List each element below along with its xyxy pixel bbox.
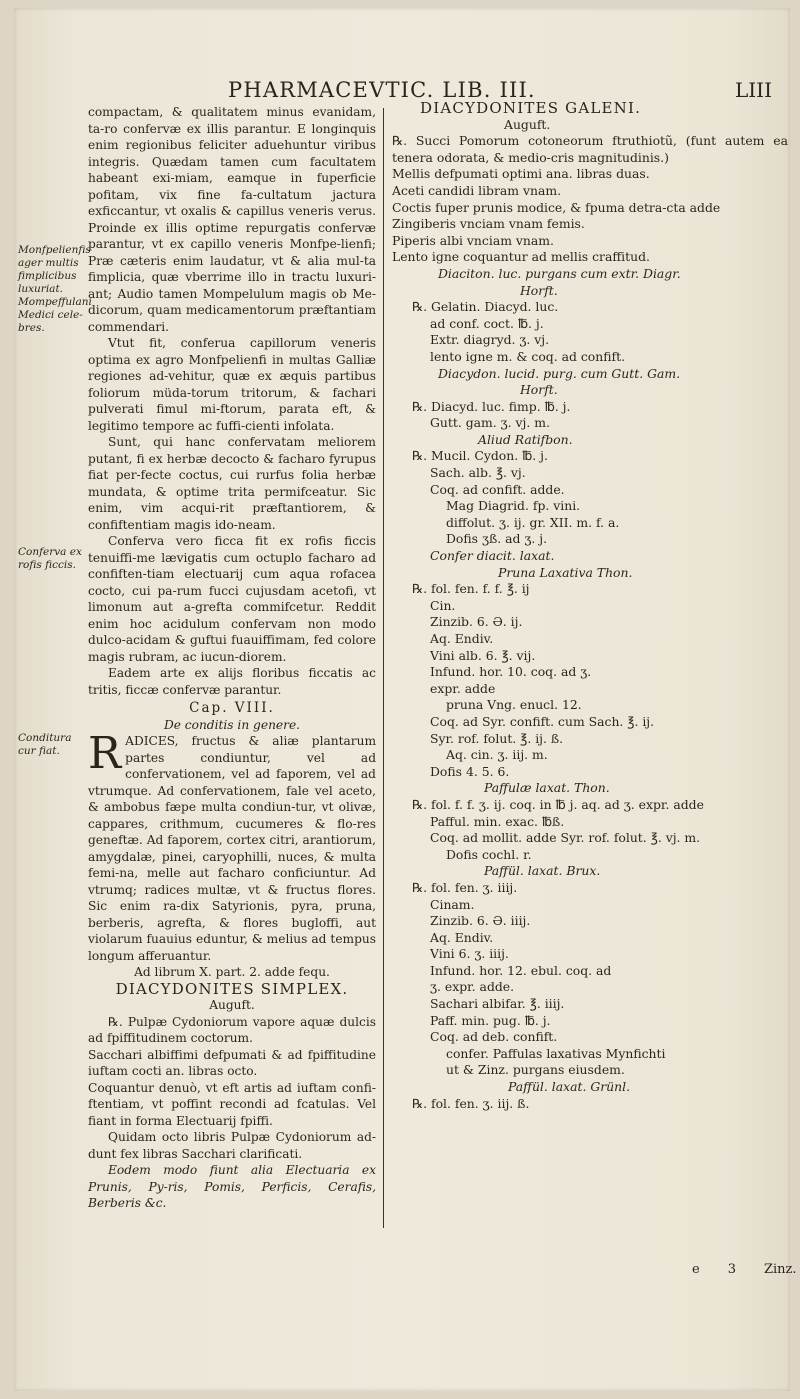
paragraph: ADICES, fructus & aliæ plantarum partes condiuntur, vel ad confervationem, vel ad faporem, vel ad vtrumque. Ad confervationem, fale vel aceto, & ambobus fæpe multa condiun-tur, vt olivæ, cappares, crithmum, cucumeres & flo-res geneftæ. Ad faporem, cortex citri, arantiorum, amygdalæ, pinei, caryophilli, nuces, & multa femi-na, melle aut facharo conficiuntur. Ad vtrumq; radices multæ, vt & fructus flores. Sic enim ra-dix Satyrionis, pyra, pruna, berberis, agrefta, & flores bugloffi, aut violarum fuauius eduntur, & melius ad tempus longum afferuantur. (88, 734, 376, 963)
recipe-line: Coquantur denuò, vt eft artis ad iuftam confi-ftentiam, vt poffint recondi ad fcatulas. Vel fiant in forma Electuarij fpiffi. (88, 1080, 376, 1128)
paragraph: Ad librum X. part. 2. adde fequ. (134, 965, 330, 979)
recipe-line: Dofis ʒß. ad ʒ. j. (446, 531, 548, 547)
margin-note-conditura (18, 732, 86, 758)
recipe-line: confer. Paffulas laxativas Mynfichti (446, 1045, 666, 1061)
margin-note-line: Mompeffulani (18, 296, 92, 308)
paragraph: Vtut fit, conferua capillorum veneris optima ex agro Monfpelienfi in multas Galliæ regiones ad-vehitur, quæ ex æquis partibus foliorum müda-torum tritorum, & fachari pulverati fimul mi-ftorum, parata eft, & legitimo tempore ac fuffi-cienti infolata. (88, 336, 376, 433)
recipe-line: Coq. ad mollit. adde Syr. rof. folut. ℥. vj. m. (430, 830, 701, 846)
column-rule (383, 108, 384, 1228)
recipe-line: Cinam. (430, 896, 475, 912)
left-column (88, 104, 376, 1212)
recipe-author: Horft. (520, 282, 558, 298)
margin-note-line: cur fiat. (18, 745, 60, 757)
margin-note-line: Conferva ex (18, 546, 82, 558)
margin-note-line: bres. (18, 322, 45, 334)
margin-note-line: luxuriat. (18, 283, 63, 295)
margin-note-line: Medici cele- (18, 309, 83, 321)
recipe-heading: Diacydon. lucid. purg. cum Gutt. Gam. (438, 365, 681, 381)
recipe-line: Aq. Endiv. (430, 929, 494, 945)
recipe-line: Aq. cin. ʒ. iij. m. (446, 747, 548, 763)
margin-note-line: fimplicibus (18, 270, 77, 282)
recipe-line: ℞. fol. fen. ʒ. iiij. (412, 879, 518, 895)
recipe-line: ut & Zinz. purgans eiusdem. (446, 1062, 625, 1078)
recipe-line: Zingiberis vnciam vnam femis. (392, 216, 585, 232)
recipe-author: Auguft. (504, 116, 551, 132)
recipe-line: Mellis defpumati optimi ana. libras duas. (392, 166, 650, 182)
recipe-line: ℞. Gelatin. Diacyd. luc. (412, 299, 559, 315)
recipe-line: Aq. Endiv. (430, 631, 494, 646)
recipe-line: expr. adde (430, 680, 496, 696)
margin-note-conserva (18, 546, 86, 572)
page-number: LIII (735, 78, 772, 102)
recipe-line: Zinzib. 6. Ə. iiij. (430, 913, 531, 929)
recipe-line: Eodem modo fiunt alia Electuaria ex Prunis, Py-ris, Pomis, Perficis, Cerafis, Berberis &c. (88, 1163, 376, 1210)
catchword-line (692, 1262, 800, 1277)
recipe-heading: Paffül. laxat. Grünl. (508, 1079, 631, 1095)
recipe-line: Infund. hor. 10. coq. ad ʒ. (430, 664, 592, 680)
chapter-subtitle: De conditis in genere. (163, 717, 301, 732)
margin-note-line: ager multis (18, 257, 79, 269)
recipe-line: Syr. rof. folut. ℥. ij. ß. (430, 730, 564, 746)
recipe-line: ℞. Diacyd. luc. fimp. ℔. j. (412, 398, 571, 414)
recipe-line: Infund. hor. 12. ebul. coq. ad (430, 962, 612, 978)
recipe-heading: Paffül. laxat. Brux. (484, 863, 601, 879)
recipe-line: ℞. fol. fen. f. f. ℥. ij (412, 581, 530, 597)
recipe-heading: DIACYDONITES SIMPLEX. (115, 979, 349, 998)
recipe-line: Vini alb. 6. ℥. vij. (430, 647, 536, 663)
recipe-line: ℞. Mucil. Cydon. ℔. j. (412, 448, 548, 464)
recipe-line: Paff. min. pug. ℔. j. (430, 1012, 551, 1028)
margin-note-line: Conditura (18, 732, 72, 744)
recipe-line: Confer diacit. laxat. (430, 548, 555, 564)
chapter-heading: Cap. VIII. (189, 700, 275, 716)
recipe-line: pruna Vng. enucl. 12. (446, 697, 582, 713)
paragraph: Sunt, qui hanc confervatam meliorem putant, fi ex herbæ decocto & facharo fyrupus fiat per-fecte coctus, cui rurfus folia herbæ mundata, & optime trita permifceatur. Sic enim, vim acqui-rit præftantiorem, & confiftentiam magis ido-neam. (88, 435, 376, 532)
recipe-line: ℞. Pulpæ Cydoniorum vapore aquæ dulcis ad fpiffitudinem coctorum. (88, 1014, 376, 1045)
recipe-line: Vini 6. ʒ. iiij. (430, 946, 509, 962)
recipe-line: ʒ. expr. adde. (430, 979, 515, 995)
catchword: Zinz. (763, 1262, 797, 1277)
recipe-line: Lento igne coquantur ad mellis craffitud. (392, 249, 650, 265)
recipe-line: Coq. ad Syr. confift. cum Sach. ℥. ij. (430, 713, 655, 729)
paragraph: compactam, & qualitatem minus evanidam, ta-ro confervæ ex illis parantur. E longinquis enim regionibus feliciter aduehuntur viribus integris. Quædam tamen cum facultatem habeant exi-miam, eamque in fuperficie pofitam, vix fine fa-cultatum jactura exficcantur, vt oxalis & capillus veneris verus. Proinde ex illis optime repurgatis confervæ parantur, vt ex capillo veneris Monfpe-lienfi; Præ cæteris enim laudatur, vt & alia mul-ta fimplicia, quæ vberrime illo in tractu luxuri-ant; Audio tamen Mompelulum magis ob Me-dicorum, quam medicamentorum præftantiam commendari. (88, 105, 376, 334)
recipe-author: Horft. (520, 382, 558, 398)
recipe-line: Cin. (430, 597, 456, 613)
recipe-heading: Paffulæ laxat. Thon. (484, 780, 610, 796)
signature-mark: e (692, 1262, 700, 1277)
recipe-line: Dofis cochl. r. (446, 846, 532, 862)
recipe-line: Gutt. gam. ʒ. vj. m. (430, 415, 550, 431)
recipe-line: Zinzib. 6. Ə. ij. (430, 614, 523, 630)
paragraph: Eadem arte ex alijs floribus ficcatis ac tritis, ficcæ confervæ parantur. (88, 666, 376, 697)
recipe-line: lento igne m. & coq. ad confift. (430, 348, 626, 364)
recipe-line: Coq. ad deb. confift. (430, 1029, 558, 1045)
recipe-line: ℞. fol. fen. ʒ. iij. ß. (412, 1095, 530, 1111)
recipe-line: Coctis fuper prunis modice, & fpuma detra-cta adde (392, 199, 721, 215)
drop-cap: R (88, 728, 122, 779)
recipe-line: Extr. diagryd. ʒ. vj. (430, 332, 550, 348)
recipe-line: diffolut. ʒ. ij. gr. XII. m. f. a. (446, 514, 620, 530)
margin-note-monspeliensis (18, 244, 92, 335)
recipe-author: Auguft. (209, 998, 255, 1012)
recipe-line: Aceti candidi libram vnam. (392, 182, 562, 198)
recipe-line: Sach. alb. ℥. vj. (430, 465, 526, 481)
recipe-line: Coq. ad confift. adde. (430, 481, 565, 497)
recipe-line: Sachari albifar. ℥. iiij. (430, 996, 565, 1012)
recipe-line: Dofis 4. 5. 6. (430, 763, 510, 779)
recipe-line: ℞. Succi Pomorum cotoneorum ftruthiotũ, (funt autem ea tenera odorata, & medio-cris magnitudinis.) (392, 133, 788, 165)
recipe-heading: Pruna Laxativa Thon. (498, 564, 633, 580)
recipe-line: Quidam octo libris Pulpæ Cydoniorum ad-dunt fex libras Sacchari clarificati. (88, 1130, 376, 1161)
recipe-line: Mag Diagrid. fp. vini. (446, 498, 581, 514)
paragraph: Conferva vero ficca fit ex rofis ficcis tenuiffi-me lævigatis cum octuplo facharo ad confiften-tiam electuarij cum aqua rofacea cocto, cui pa-rum fucci cujusdam acetofi, vt limonum aut a-grefta commifcetur. Reddit enim hoc acidulum confervam non modo dulco-acidam & guftui fuauiffimam, fed colore magis rubram, ac iucun-diorem. (88, 534, 376, 664)
margin-note-line: rofis ficcis. (18, 559, 76, 571)
recipe-line: ad conf. coct. ℔. j. (430, 315, 544, 331)
recipe-heading: Aliud Ratifbon. (478, 431, 573, 447)
recipe-heading: Diaciton. luc. purgans cum extr. Diagr. (438, 265, 681, 281)
recipe-line: Pafful. min. exac. ℔ß. (430, 813, 565, 829)
recipe-line: Sacchari albiffimi defpumati & ad fpiffitudine iuftam cocti an. libras octo. (88, 1047, 376, 1078)
signature-mark: 3 (727, 1262, 736, 1277)
recipe-line: ℞. fol. f. f. ʒ. ij. coq. in ℔ j. aq. ad ʒ. expr. adde (412, 796, 704, 812)
recipe-heading: DIACYDONITES GALENI. (420, 99, 642, 117)
right-column (392, 100, 788, 1112)
running-title: PHARMACEVTIC. LIB. III. (228, 78, 536, 102)
margin-note-line: Monfpelienfis (18, 244, 91, 256)
recipe-line: Piperis albi vnciam vnam. (392, 232, 554, 248)
